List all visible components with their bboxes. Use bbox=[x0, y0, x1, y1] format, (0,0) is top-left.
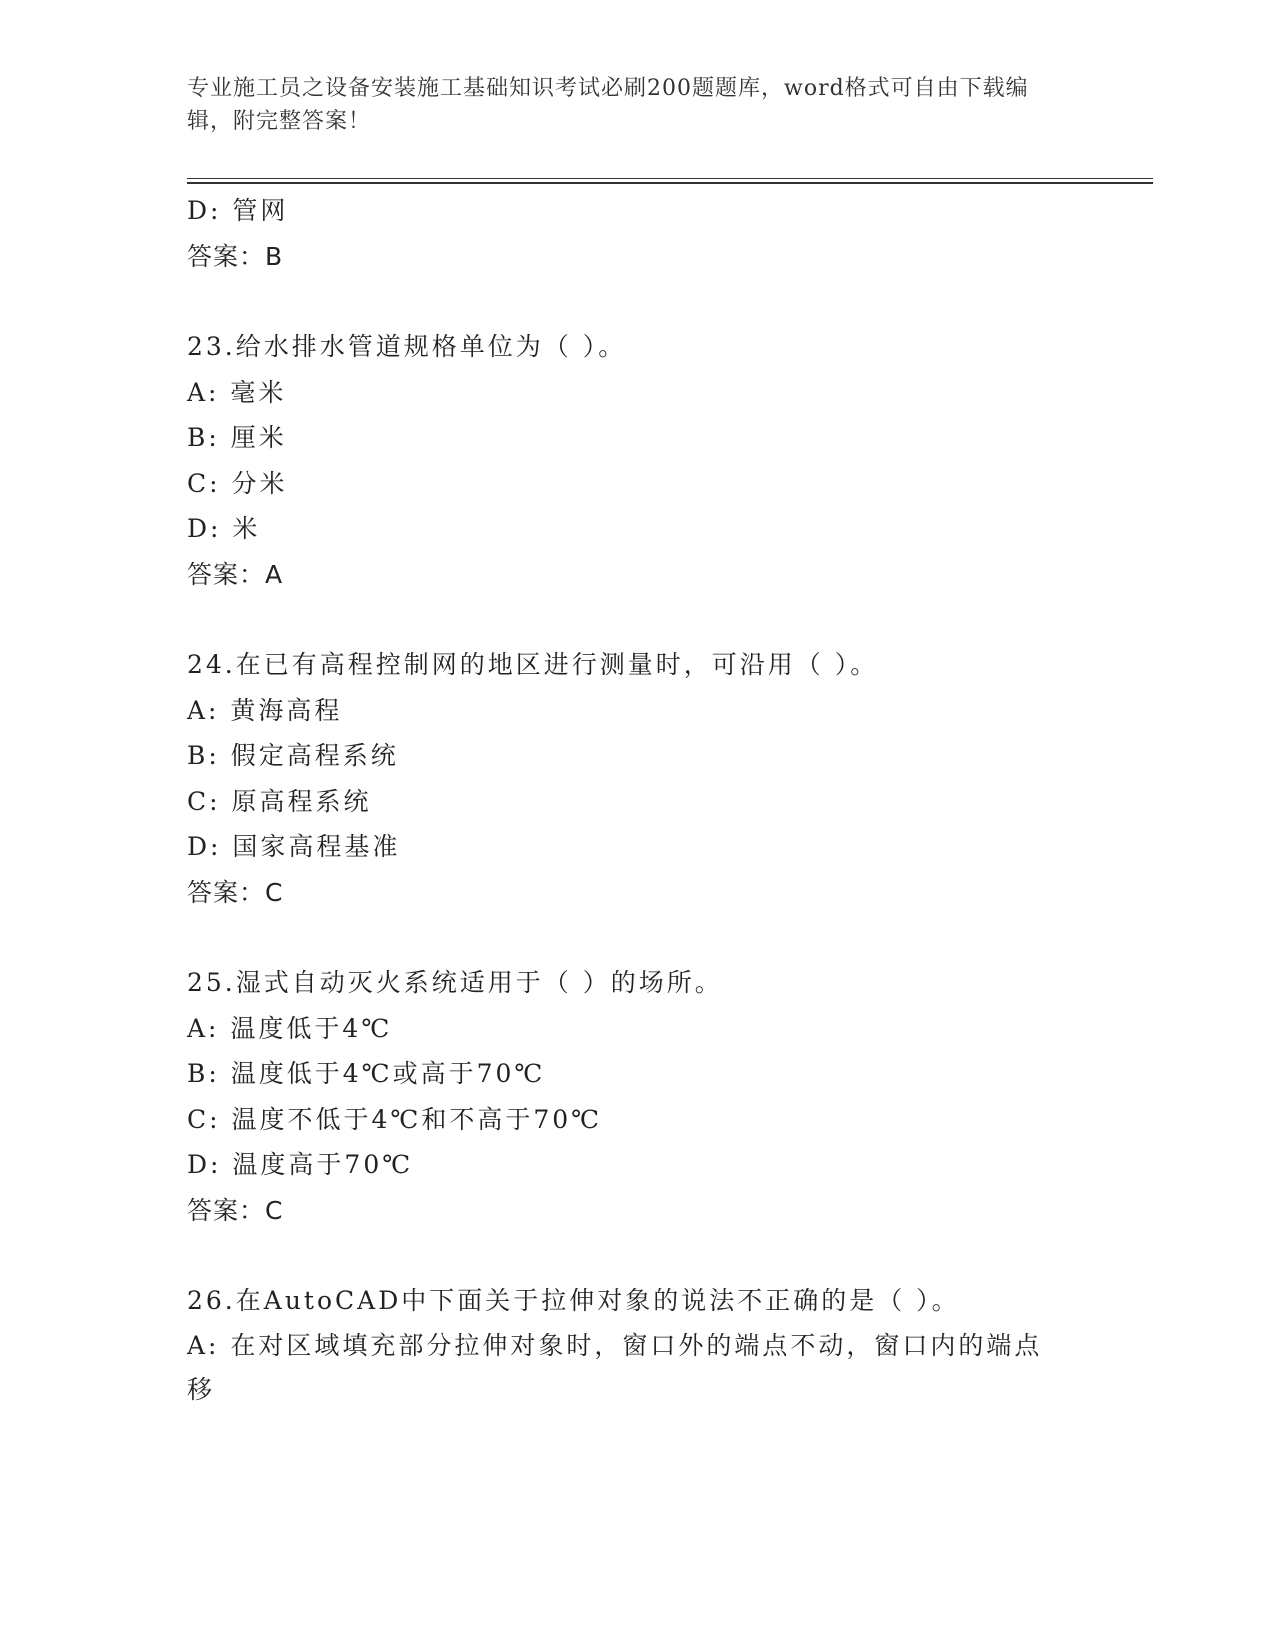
option-b: B: 温度低于4℃或高于70℃ bbox=[187, 1059, 546, 1088]
question-26 bbox=[187, 1278, 1087, 1412]
option-a: A: 黄海高程 bbox=[187, 695, 343, 725]
question-stem: 26.在AutoCAD中下面关于拉伸对象的说法不正确的是（ ）。 bbox=[187, 1286, 960, 1315]
question-22-tail bbox=[187, 188, 1087, 279]
option-c: C: 原高程系统 bbox=[187, 786, 372, 816]
option-b: B: 假定高程系统 bbox=[187, 741, 399, 770]
spacer bbox=[187, 279, 1087, 324]
question-stem: 25.湿式自动灭火系统适用于（ ）的场所。 bbox=[187, 968, 723, 997]
question-stem: 24.在已有高程控制网的地区进行测量时，可沿用（ ）。 bbox=[187, 650, 879, 679]
option-d: D: 温度高于70℃ bbox=[187, 1150, 414, 1179]
question-stem: 23.给水排水管道规格单位为（ ）。 bbox=[187, 332, 627, 361]
question-23 bbox=[187, 324, 1087, 597]
answer: 答案：B bbox=[187, 241, 284, 271]
header-divider-thin bbox=[187, 178, 1153, 179]
option-c: C: 温度不低于4℃和不高于70℃ bbox=[187, 1104, 603, 1134]
question-list bbox=[187, 188, 1087, 1412]
option-a: A: 毫米 bbox=[187, 377, 287, 407]
answer: 答案：A bbox=[187, 559, 284, 589]
option-b: B: 厘米 bbox=[187, 423, 287, 452]
header-divider-thick bbox=[187, 182, 1153, 184]
option-d: D: 管网 bbox=[187, 196, 289, 225]
option-c: C: 分米 bbox=[187, 468, 288, 498]
document-header: 专业施工员之设备安装施工基础知识考试必刷200题题库，word格式可自由下载编辑，附完整答案！ bbox=[187, 76, 1029, 134]
answer: 答案：C bbox=[187, 1195, 284, 1225]
spacer bbox=[187, 1233, 1087, 1278]
option-d: D: 米 bbox=[187, 514, 261, 543]
option-d: D: 国家高程基准 bbox=[187, 832, 401, 861]
spacer bbox=[187, 915, 1087, 960]
question-24 bbox=[187, 642, 1087, 915]
option-a: A: 温度低于4℃ bbox=[187, 1013, 393, 1043]
question-25 bbox=[187, 960, 1087, 1233]
answer: 答案：C bbox=[187, 877, 284, 907]
spacer bbox=[187, 597, 1087, 642]
option-a: A: 在对区域填充部分拉伸对象时，窗口外的端点不动，窗口内的端点移 bbox=[187, 1330, 1043, 1404]
